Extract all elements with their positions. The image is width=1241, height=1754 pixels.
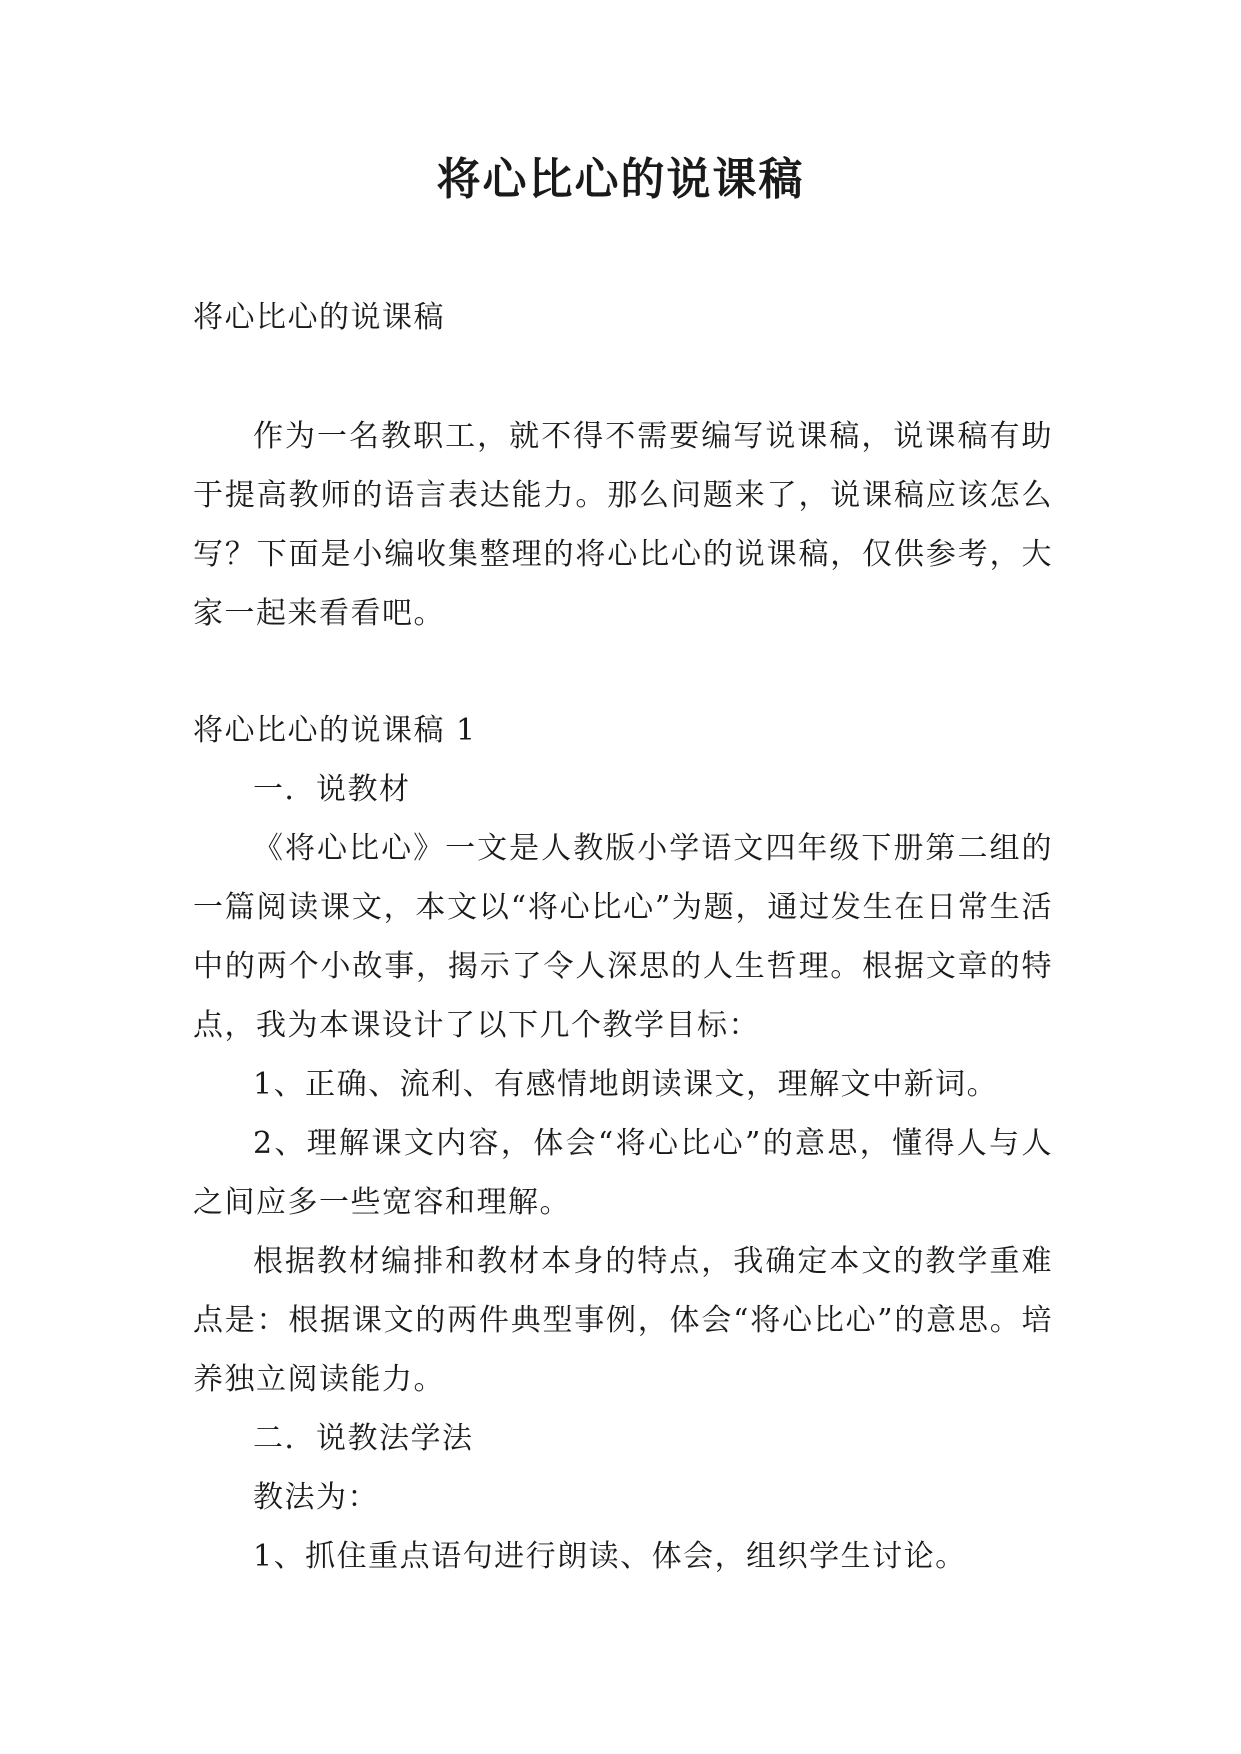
heading-teaching-methods: 二．说教法学法 bbox=[253, 1421, 474, 1456]
section-title: 将心比心的说课稿 1 bbox=[193, 713, 477, 748]
spacer bbox=[193, 347, 1053, 407]
document-body bbox=[193, 288, 1053, 1586]
spacer bbox=[193, 643, 1053, 701]
heading-teaching-material: 一．说教材 bbox=[253, 772, 411, 807]
body-paragraph: 教法为： bbox=[253, 1480, 379, 1515]
intro-paragraph: 作为一名教职工，就不得不需要编写说课稿，说课稿有助于提高教师的语言表达能力。那么问题来了，说课稿应该怎么写？下面是小编收集整理的将心比心的说课稿，仅供参考，大家一起来看看吧。 bbox=[193, 419, 1053, 631]
method-item: 1、抓住重点语句进行朗读、体会，组织学生讨论。 bbox=[253, 1539, 967, 1574]
body-paragraph: 《将心比心》一文是人教版小学语文四年级下册第二组的一篇阅读课文，本文以“将心比心”为题，通过发生在日常生活中的两个小故事，揭示了令人深思的人生哲理。根据文章的特点，我为本课设计了以下几个教学目标： bbox=[193, 831, 1053, 1043]
objective-item: 2、理解课文内容，体会“将心比心”的意思，懂得人与人之间应多一些宽容和理解。 bbox=[193, 1126, 1053, 1220]
document-title: 将心比心的说课稿 bbox=[436, 154, 805, 205]
body-paragraph: 根据教材编排和教材本身的特点，我确定本文的教学重难点是：根据课文的两件典型事例，体会“将心比心”的意思。培养独立阅读能力。 bbox=[193, 1244, 1053, 1397]
document-subtitle: 将心比心的说课稿 bbox=[193, 300, 445, 335]
objective-item: 1、正确、流利、有感情地朗读课文，理解文中新词。 bbox=[253, 1067, 999, 1102]
